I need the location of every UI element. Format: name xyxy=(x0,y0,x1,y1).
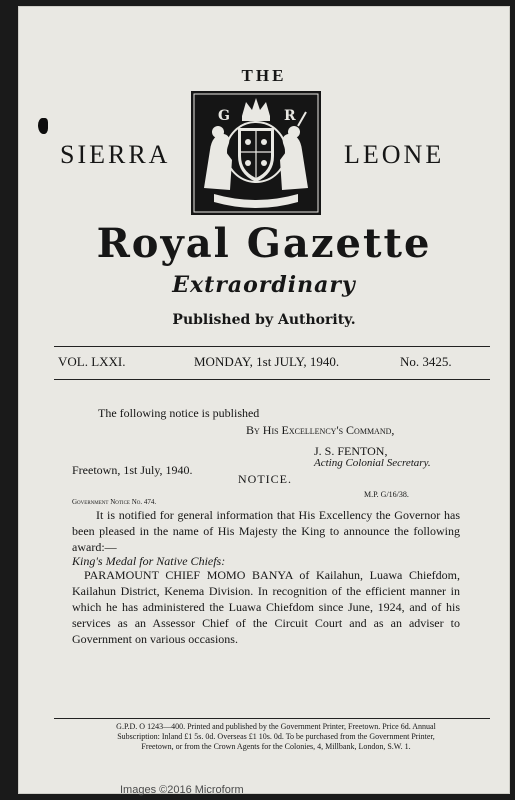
notice-paragraph-2: PARAMOUNT CHIEF MOMO BANYA of Kailahun, Luawa Chiefdom, Kailahun District, Kenema Division. In recognition of the efficient manner in which he has administered the Luawa Chiefdom since June, 1924, and of his services as an Assessor Chief of the Circuit Court and as an adviser to Government on various occasions. xyxy=(72,568,460,646)
svg-text:G: G xyxy=(218,108,230,124)
royal-coat-of-arms-icon xyxy=(190,90,322,216)
published-by-authority: Published by Authority. xyxy=(172,312,356,328)
government-notice-number: Government Notice No. 474. xyxy=(72,498,157,506)
gazette-title: Royal Gazette xyxy=(96,220,432,267)
gazette-edition: Extraordinary xyxy=(172,272,356,298)
gazette-page xyxy=(18,6,510,794)
masthead-sierra: SIERRA xyxy=(60,140,171,169)
place-date: Freetown, 1st July, 1940. xyxy=(72,463,193,477)
signatory-title: Acting Colonial Secretary. xyxy=(314,457,431,469)
imprint-line-3: Freetown, or from the Crown Agents for the Colonies, 4, Millbank, London, S.W. 1. xyxy=(141,742,411,751)
issue-date: MONDAY, 1st JULY, 1940. xyxy=(194,354,340,369)
ink-smudge xyxy=(38,118,48,134)
signatory-name: J. S. FENTON, xyxy=(314,444,388,458)
issue-number: No. 3425. xyxy=(400,354,452,369)
masthead-leone: LEONE xyxy=(344,140,445,169)
svg-text:R: R xyxy=(284,108,296,124)
imprint-line-1: G.P.D. O 1243—400. Printed and published by the Government Printer, Freetown. Price 6d. Annual xyxy=(116,722,436,731)
printer-imprint xyxy=(58,722,494,752)
footer-rule xyxy=(54,718,490,719)
intro-line: The following notice is published xyxy=(98,406,260,420)
notice-heading: NOTICE. xyxy=(238,472,292,486)
watermark-text: Images ©2016 Microform xyxy=(120,784,244,796)
command-line: By His Excellency's Command, xyxy=(246,423,395,437)
reference-number: M.P. G/16/38. xyxy=(364,490,409,499)
masthead-the: THE xyxy=(241,66,287,85)
award-heading: King's Medal for Native Chiefs: xyxy=(72,554,226,568)
imprint-line-2: Subscription: Inland £1 5s. 0d. Overseas £1 10s. 0d. To be purchased from the Government Printer, xyxy=(117,732,435,741)
header-rule-bottom xyxy=(54,379,490,380)
header-rule-top xyxy=(54,346,490,347)
notice-paragraph-1: It is notified for general information that His Excellency the Governor has been pleased in the name of His Majesty the King to announce the following award:— xyxy=(72,508,460,554)
volume-label: VOL. LXXI. xyxy=(58,354,126,369)
